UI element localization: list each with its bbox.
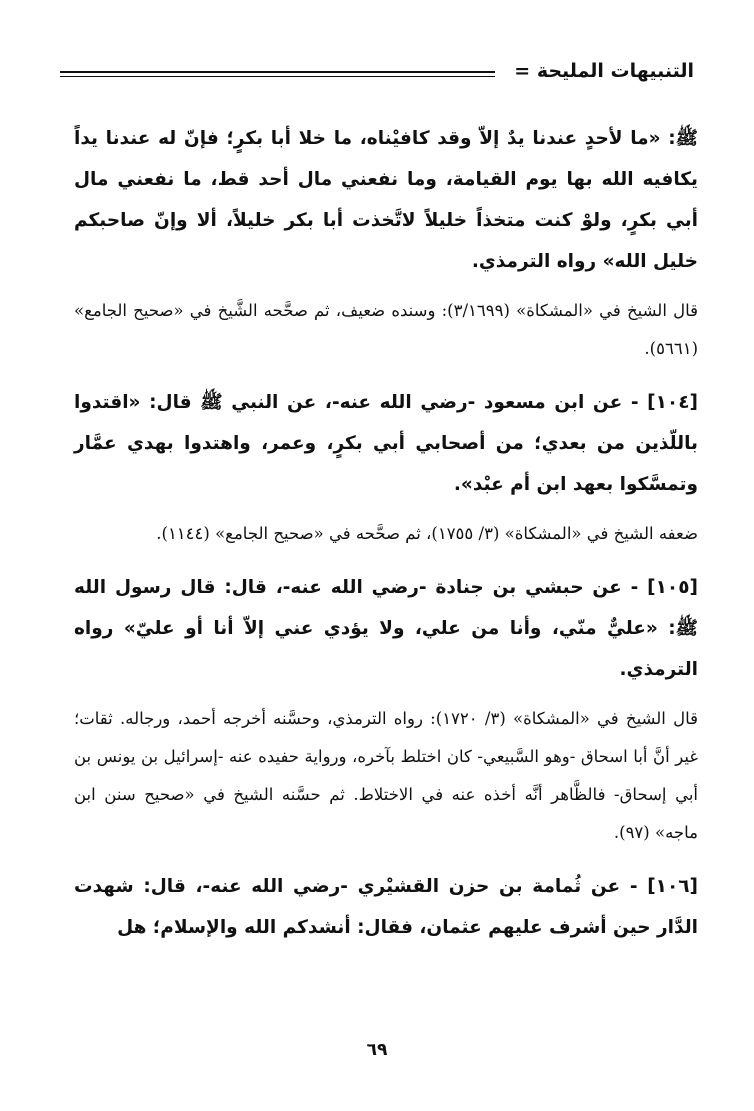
takhrij-note <box>74 515 698 553</box>
takhrij-note <box>74 292 698 368</box>
hadith-entry-104 <box>74 382 698 505</box>
hadith-paragraph <box>74 118 698 282</box>
entry-number: [١٠٥] <box>647 577 698 598</box>
note-text: قال الشيخ في «المشكاة» (٣/ ١٧٢٠): رواه الترمذي، وحسَّنه أخرجه أحمد، ورجاله. ثقات؛ غير أنَّ أبا اسحاق -وهو السَّبيعي- كان اختلط بآخره، ورواية حفيده عنه -إسرائيل بن يونس بن أبي إسحاق- فالظَّاهر أنَّه أخذه عنه في الاختلاط. ثم حسَّنه الشيخ في «صحيح سنن ابن ماجه» (٩٧). <box>74 709 699 842</box>
header-title: التنبيهات المليحة = <box>508 58 700 84</box>
header-rule-thin <box>60 76 495 77</box>
note-text: قال الشيخ في «المشكاة» (٣/١٦٩٩): وسنده ضعيف، ثم صحَّحه الشَّيخ في «صحيح الجامع» (٥٦٦١). <box>74 301 698 358</box>
header-rule <box>60 71 495 73</box>
hadith-text: - عن ثُمامة بن حزن القشيْري -رضي الله عنه-، قال: شهدت الدَّار حين أشرف عليهم عثمان، فقال: أنشدكم الله والإسلام؛ هل <box>74 876 698 938</box>
hadith-text: - عن حبشي بن جنادة -رضي الله عنه-، قال: قال رسول الله ﷺ: «عليٌّ منّي، وأنا من علي، ولا يؤدي عني إلاّ أنا أو عليّ» رواه الترمذي. <box>74 577 698 680</box>
page-number: ٦٩ <box>366 1040 388 1060</box>
entry-number: [١٠٦] <box>647 876 698 897</box>
note-text: ضعفه الشيخ في «المشكاة» (٣/ ١٧٥٥)، ثم صحَّحه في «صحيح الجامع» (١١٤٤). <box>156 524 698 543</box>
hadith-text: - عن ابن مسعود -رضي الله عنه-، عن النبي ﷺ قال: «اقتدوا باللّذين من بعدي؛ من أصحابي أبي بكرٍ، وعمر، واهتدوا بهدي عمَّار وتمسَّكوا بعهد ابن أم عبْد». <box>74 392 698 495</box>
hadith-text: ﷺ: «ما لأحدٍ عندنا يدٌ إلاّ وقد كافيْناه، ما خلا أبا بكرٍ؛ فإنّ له عندنا يداً يكافيه الله بها يوم القيامة، وما نفعني مال أحد قط، ما نفعني مال أبي بكرٍ، ولوْ كنت متخذاً خليلاً لاتَّخذت أبا بكر خليلاً، ألا وإنّ صاحبكم خليل الله» رواه الترمذي. <box>74 128 698 272</box>
running-header <box>60 58 700 88</box>
takhrij-note <box>74 700 698 852</box>
hadith-entry-106 <box>74 866 698 948</box>
entry-number: [١٠٤] <box>647 392 698 413</box>
hadith-entry-105 <box>74 567 698 690</box>
page-body <box>74 118 698 948</box>
